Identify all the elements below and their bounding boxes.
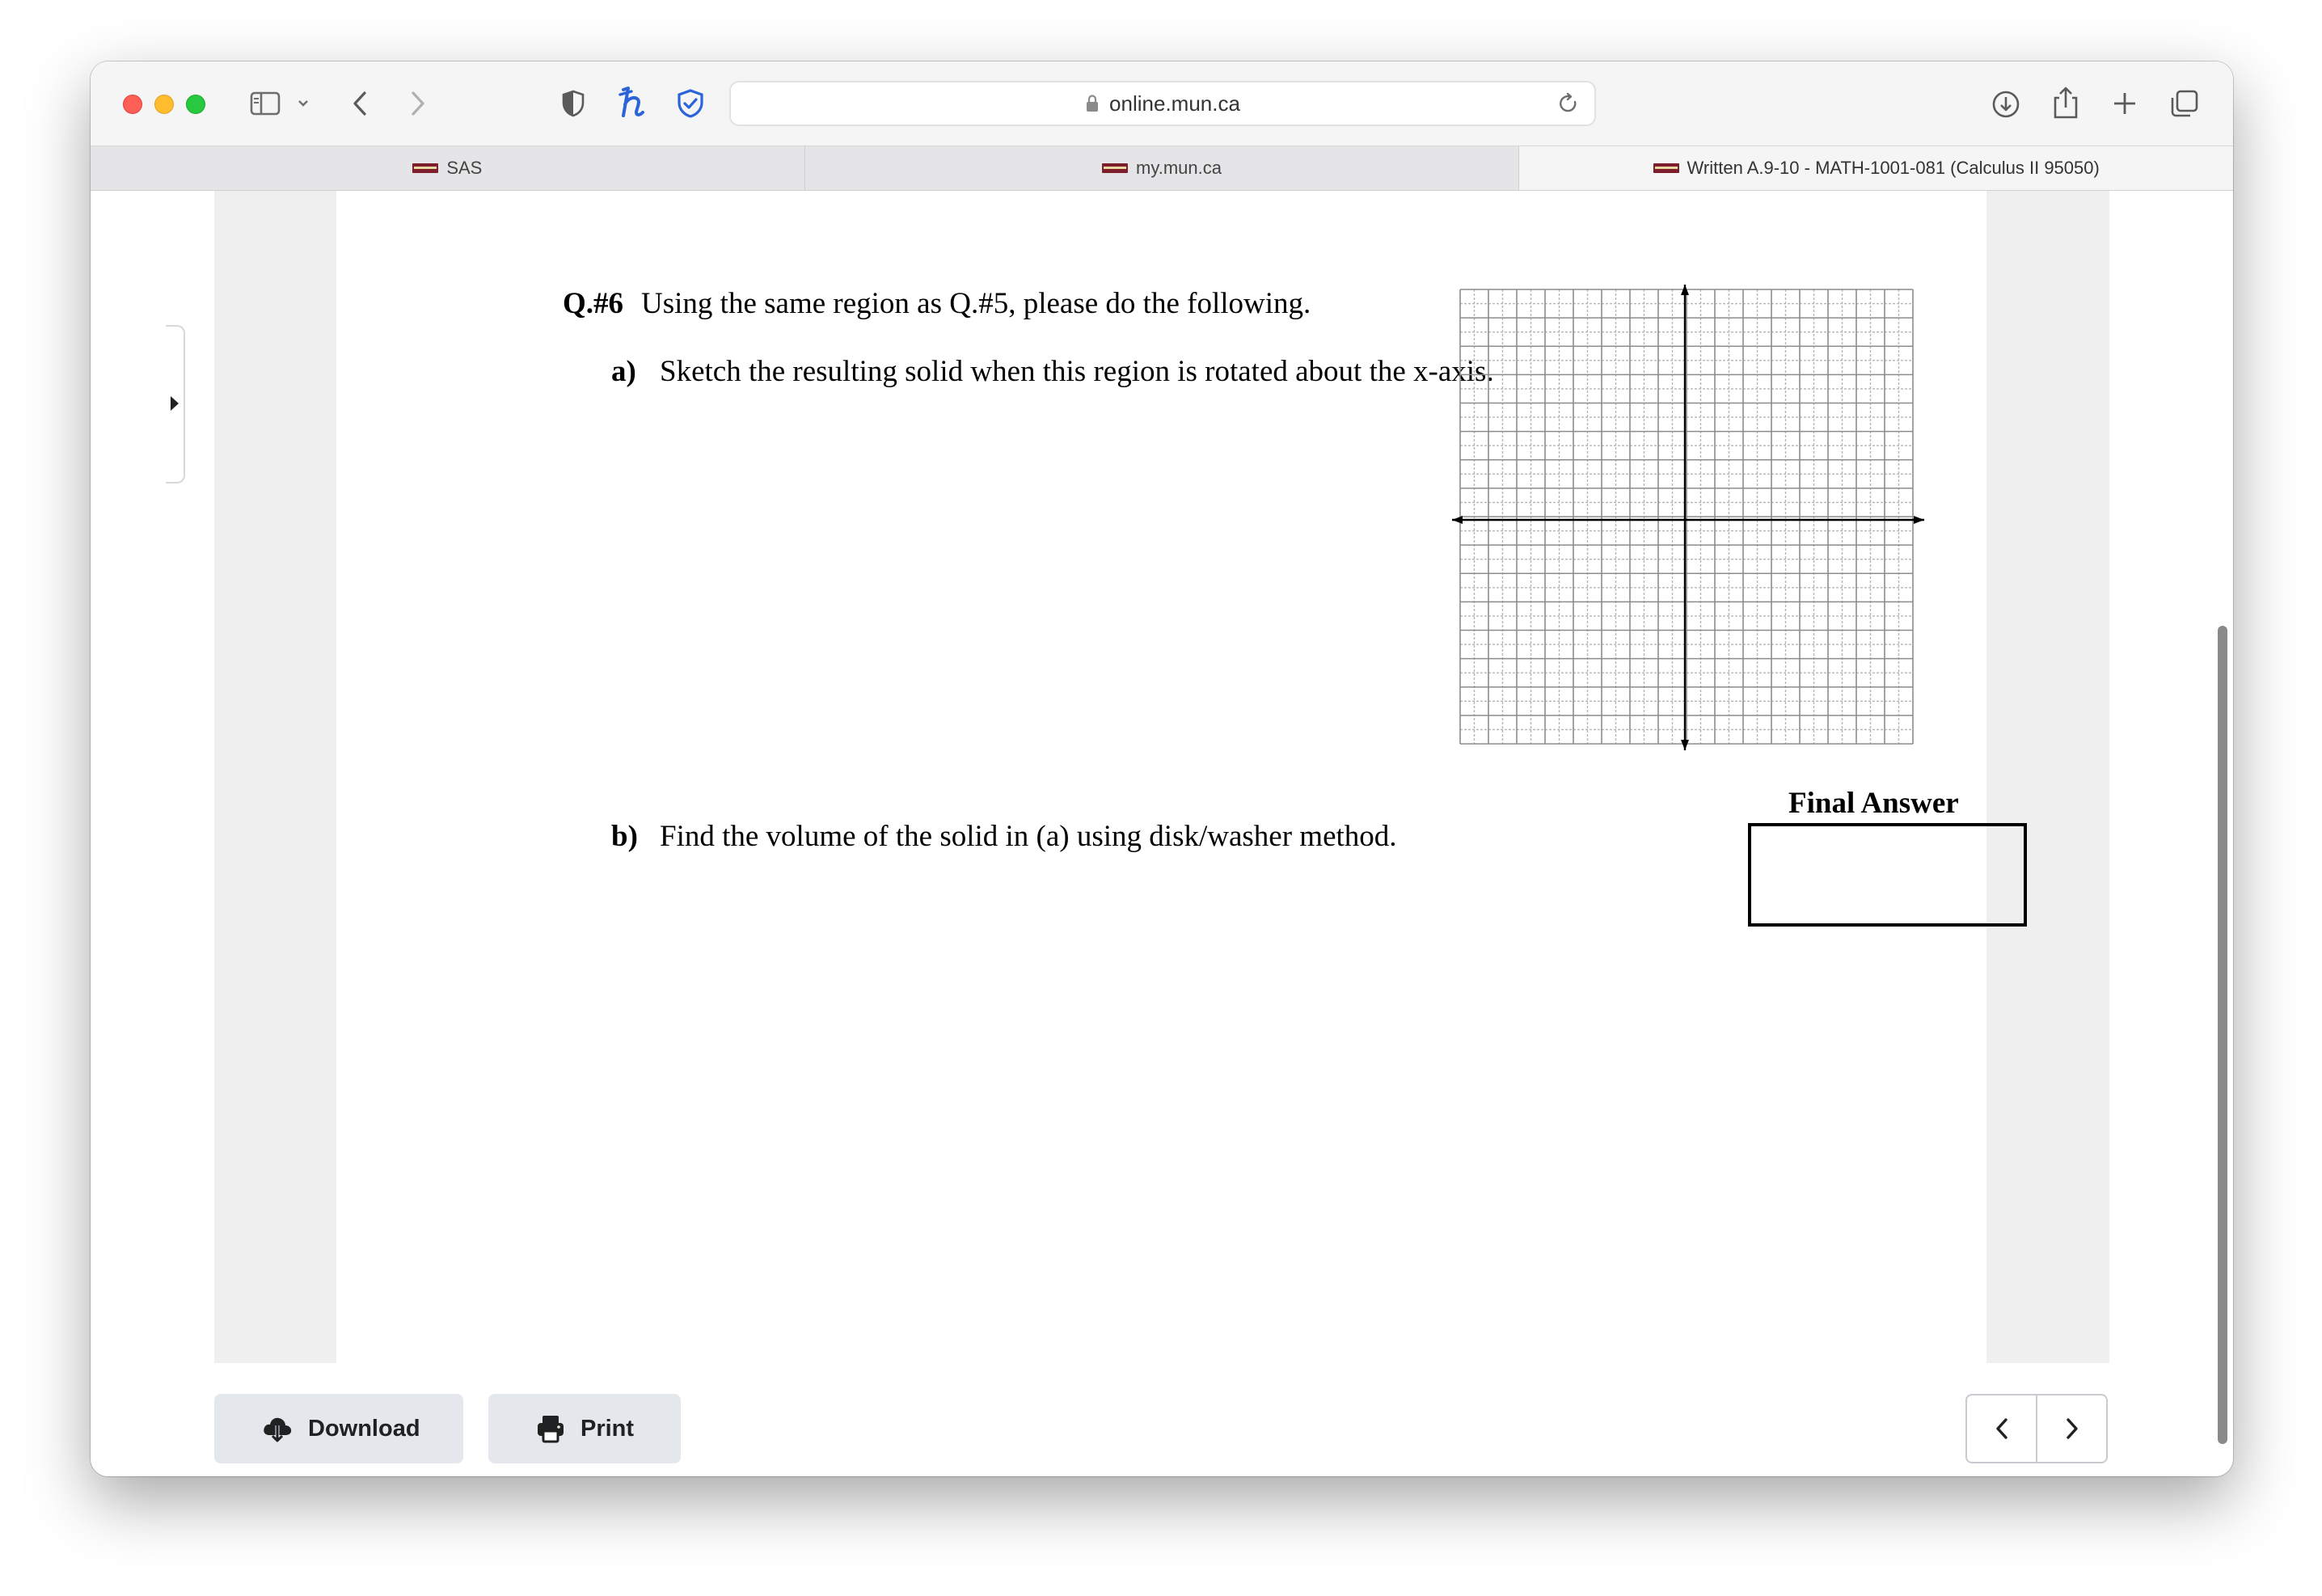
lock-icon <box>1085 95 1100 112</box>
url-text: online.mun.ca <box>1109 91 1240 116</box>
tab-bar <box>91 146 2233 191</box>
tab-label: my.mun.ca <box>1136 158 1222 178</box>
x-axis-left-arrow <box>1452 516 1463 524</box>
tab-written-assignment[interactable] <box>1519 146 2233 190</box>
tab-my-mun[interactable] <box>805 146 1520 190</box>
shield-check-extension-icon[interactable] <box>674 87 707 120</box>
download-button[interactable] <box>214 1394 463 1463</box>
document-page <box>336 191 1986 1363</box>
back-icon[interactable] <box>348 87 372 120</box>
zoom-window-button[interactable] <box>186 95 205 114</box>
minimize-window-button[interactable] <box>154 95 174 114</box>
address-bar[interactable] <box>729 81 1596 126</box>
final-answer-label: Final Answer <box>1788 787 1959 820</box>
chevron-down-icon[interactable] <box>296 95 310 112</box>
honey-extension-icon[interactable] <box>616 84 648 121</box>
vertical-scrollbar[interactable] <box>2218 626 2227 1444</box>
chevron-right-icon <box>2065 1417 2079 1440</box>
question-text: Using the same region as Q.#5, please do the following. <box>641 287 1311 320</box>
mun-favicon-icon <box>1653 163 1679 173</box>
part-a-text: Sketch the resulting solid when this region is rotated about the x-axis. <box>660 355 1494 388</box>
browser-window <box>91 61 2233 1476</box>
part-a <box>611 354 1494 389</box>
y-axis-bottom-arrow <box>1681 740 1689 750</box>
downloads-icon[interactable] <box>1989 87 2023 121</box>
side-panel-toggle[interactable] <box>166 325 185 483</box>
mun-favicon-icon <box>412 163 438 173</box>
previous-page-button[interactable] <box>1967 1395 2037 1462</box>
question-line <box>563 286 1311 321</box>
tab-label: SAS <box>446 158 483 178</box>
tab-overview-icon[interactable] <box>2168 87 2201 120</box>
question-number: Q.#6 <box>563 287 624 320</box>
print-button[interactable] <box>488 1394 681 1463</box>
tab-sas[interactable] <box>91 146 805 190</box>
close-window-button[interactable] <box>123 95 142 114</box>
tab-label: Written A.9-10 - MATH-1001-081 (Calculus II 95050) <box>1687 158 2100 178</box>
coordinate-grid <box>1452 281 1937 750</box>
part-a-label: a) <box>611 355 636 388</box>
next-page-button[interactable] <box>2037 1395 2106 1462</box>
share-icon[interactable] <box>2050 84 2081 121</box>
x-axis-right-arrow <box>1914 516 1924 524</box>
part-b-label: b) <box>611 820 638 853</box>
caret-right-icon <box>171 396 179 411</box>
mun-favicon-icon <box>1102 163 1128 173</box>
privacy-shield-icon[interactable] <box>559 89 587 118</box>
sidebar-toggle-icon[interactable] <box>249 89 281 118</box>
reload-icon[interactable] <box>1557 92 1580 119</box>
part-b <box>611 819 1397 854</box>
page-navigation <box>1965 1394 2108 1463</box>
cloud-download-icon <box>261 1414 293 1443</box>
part-b-text: Find the volume of the solid in (a) using disk/washer method. <box>660 820 1397 853</box>
print-label: Print <box>580 1415 635 1442</box>
page-content <box>91 191 2233 1476</box>
viewer-gutter-left <box>214 191 336 1363</box>
download-label: Download <box>308 1415 420 1442</box>
forward-icon[interactable] <box>406 87 430 120</box>
browser-toolbar <box>91 61 2233 146</box>
viewer-gutter-right <box>1986 191 2109 1363</box>
new-tab-icon[interactable] <box>2110 89 2139 118</box>
final-answer-box <box>1748 823 2027 927</box>
printer-icon <box>535 1413 566 1444</box>
chevron-left-icon <box>1995 1417 2009 1440</box>
